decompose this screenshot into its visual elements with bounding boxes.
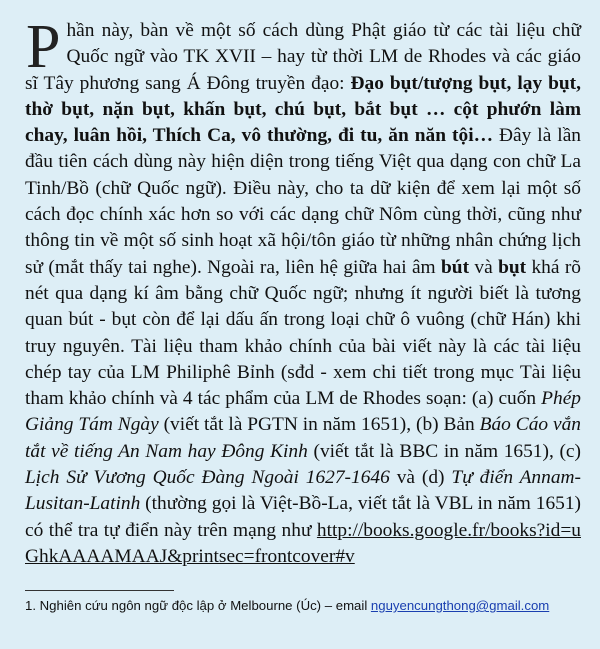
footnote-text: 1. Nghiên cứu ngôn ngữ độc lập ở Melbourne (Úc) – email: [25, 598, 371, 613]
text-run: (thường gọi là Việt-Bồ-La, viết tắt là VBL in năm 1651) có thể tra tự điển này trên mạng như: [25, 493, 581, 541]
text-run: Đây là lần đầu tiên cách dùng này hiện diện trong tiếng Việt qua dạng con chữ La Tinh/Bồ (chữ Quốc ngữ). Điều này, cho ta dữ kiện để xem lại một số cách đọc chính xác hơn so với các dạng chữ Nôm cùng thời, cũng như thông tin về một số sinh hoạt xã hội/tôn giáo từ những nhân chứng lịch sử (mắt thấy tai nghe). Ngoài ra, liên hệ giữa hai âm: [25, 125, 581, 278]
drop-cap: P: [26, 13, 61, 81]
email-link[interactable]: nguyencungthong@gmail.com: [370, 598, 550, 613]
italic-title-history: Lịch Sử Vương Quốc Đàng Ngoài 1627-1646: [25, 467, 390, 489]
italic-title-pgtn: Phép Giảng Tám Ngày: [25, 388, 581, 436]
bold-term-but-dot: bụt: [498, 256, 527, 278]
bold-term-list: Đạo bụt/tượng bụt, lạy bụt, thờ bụt, nặn bụt, khấn bụt, chú bụt, bắt bụt … cột phướn làm chay, luân hồi, Thích Ca, vô thường, đi tu, ăn năn tội…: [25, 72, 581, 147]
text-run: khá rõ nét qua dạng kí âm bằng chữ Quốc ngữ; nhưng ít người biết là tương quan bút - bụt còn để lại dấu ấn trong loại chữ ô vuông (chữ Hán) khi truy nguyên. Tài liệu tham khảo chính của bài viết này là các tài liệu chép tay của LM Philiphê Bỉnh (sđd - xem chi tiết trong mục Tài liệu tham khảo chính và 4 tác phẩm của LM de Rhodes soạn: (a) cuốn: [25, 256, 582, 410]
italic-title-bbc: Báo Cáo vắn tắt về tiếng An Nam hay Đông Kinh: [25, 414, 581, 462]
text-run: (viết tắt là BBC in năm 1651), (c): [307, 440, 581, 462]
text-run: và: [469, 256, 499, 278]
bold-term-but: bút: [441, 256, 470, 278]
main-paragraph: [25, 13, 582, 570]
footnote: [25, 597, 581, 614]
text-run: và (d): [389, 467, 452, 489]
footnote-divider: [25, 590, 174, 591]
text-run: hần này, bàn về một số cách dùng Phật giáo từ các tài liệu chữ Quốc ngữ vào TK XVII – hay từ thời LM de Rhodes và các giáo sĩ Tây phương sang Á Đông truyền đạo:: [25, 20, 581, 94]
italic-title-dictionary: Tự điển Annam-Lusitan-Latinh: [25, 467, 581, 515]
google-books-link[interactable]: http://books.google.fr/books?id=uGhkAAAAMAAJ&printsec=frontcover#v: [25, 519, 581, 567]
text-run: (viết tắt là PGTN in năm 1651), (b) Bản: [158, 414, 480, 436]
